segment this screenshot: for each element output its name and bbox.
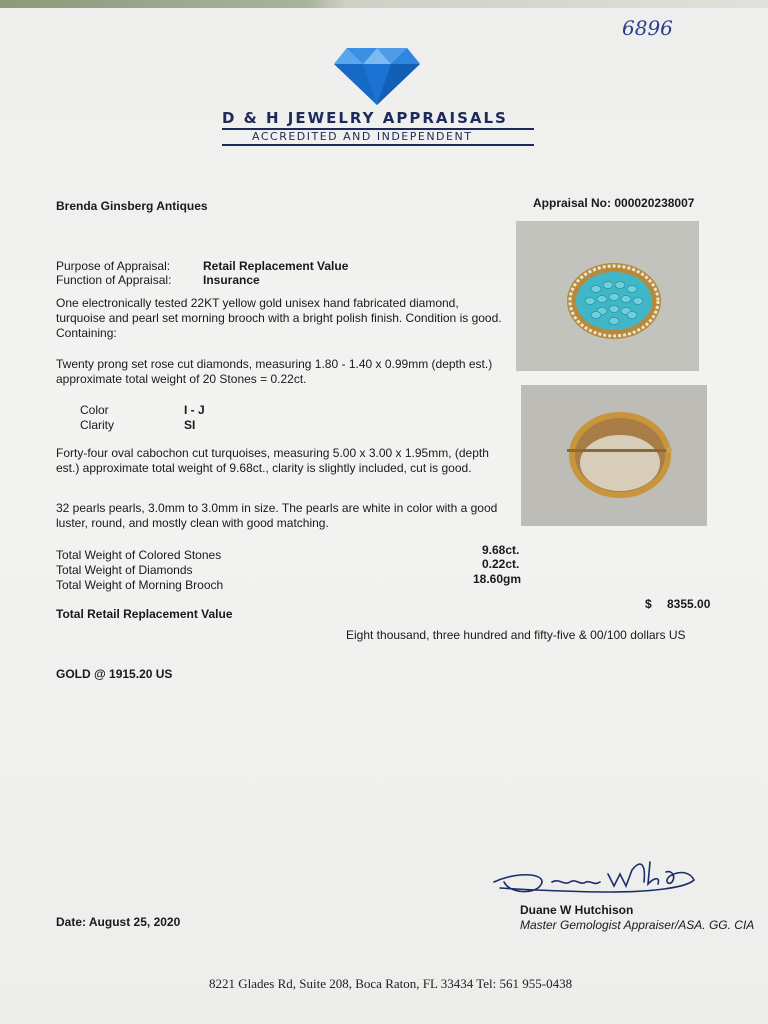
handwritten-number: 6896 [622, 16, 673, 40]
retail-currency: $ [645, 597, 652, 611]
footer-address: 8221 Glades Rd, Suite 208, Boca Raton, FL 33434 Tel: 561 955-0438 [209, 976, 573, 991]
pearls-paragraph: 32 pearls pearls, 3.0mm to 3.0mm in size. The pearls are white in color with a good luster, round, and mostly clean with good matching. [56, 501, 498, 530]
clarity-value: SI [184, 418, 196, 432]
total-diamonds-label: Total Weight of Diamonds [56, 563, 193, 577]
purpose-label: Purpose of Appraisal: [56, 259, 171, 273]
appraisal-number: Appraisal No: 000020238007 [533, 196, 695, 210]
diamonds-paragraph: Twenty prong set rose cut diamonds, measuring 1.80 - 1.40 x 0.99mm (depth est.) approximate total weight of 20 Stones = 0.22ct. [56, 357, 493, 386]
diamond-logo-icon [333, 46, 421, 106]
retail-value-label: Total Retail Replacement Value [56, 607, 233, 621]
brooch-front-photo [516, 221, 699, 371]
function-label: Function of Appraisal: [56, 273, 172, 287]
amount-in-words: Eight thousand, three hundred and fifty-five & 00/100 dollars US [346, 628, 686, 642]
gold-price: GOLD @ 1915.20 US [56, 667, 173, 681]
appraiser-title: Master Gemologist Appraiser/ASA. GG. CIA [520, 918, 755, 932]
signature [490, 852, 728, 902]
appraiser-name: Duane W Hutchison [520, 903, 634, 917]
total-diamonds-value: 0.22ct. [482, 557, 520, 571]
color-value: I - J [184, 403, 205, 417]
turquoise-paragraph: Forty-four oval cabochon cut turquoises, measuring 5.00 x 3.00 x 1.95mm, (depth est.) approximate total weight of 9.68ct., clarity is slightly included, cut is good. [56, 446, 489, 475]
function-value: Insurance [203, 273, 260, 287]
total-colored-label: Total Weight of Colored Stones [56, 548, 222, 562]
brooch-back-photo [521, 385, 707, 526]
retail-amount: 8355.00 [667, 597, 711, 611]
appraisal-date: Date: August 25, 2020 [56, 915, 181, 929]
client-name: Brenda Ginsberg Antiques [56, 199, 208, 213]
company-name: D & H JEWELRY APPRAISALS [222, 109, 508, 127]
purpose-value: Retail Replacement Value [203, 259, 349, 273]
total-brooch-value: 18.60gm [473, 572, 522, 586]
total-colored-value: 9.68ct. [482, 543, 520, 557]
color-label: Color [80, 403, 109, 417]
clarity-label: Clarity [80, 418, 115, 432]
total-brooch-label: Total Weight of Morning Brooch [56, 578, 224, 592]
company-tagline: ACCREDITED AND INDEPENDENT [252, 130, 473, 143]
header-rule-bottom [222, 144, 534, 146]
description-paragraph: One electronically tested 22KT yellow gold unisex hand fabricated diamond, turquoise and pearl set morning brooch with a bright polish finish. Condition is good. Containing: [56, 296, 502, 340]
